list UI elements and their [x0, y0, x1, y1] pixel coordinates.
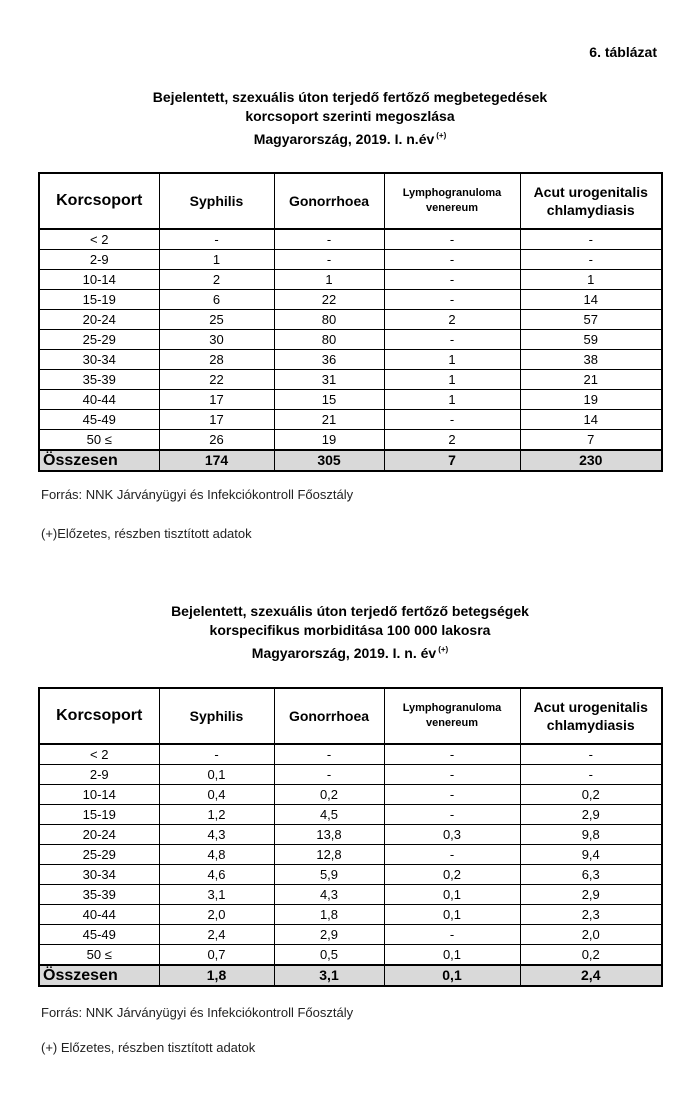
- value-cell: -: [520, 744, 662, 765]
- value-cell: 38: [520, 350, 662, 370]
- value-cell: 19: [520, 390, 662, 410]
- value-cell: 14: [520, 290, 662, 310]
- age-group-cell: 40-44: [39, 905, 159, 925]
- value-cell: -: [520, 765, 662, 785]
- value-cell: 0,2: [520, 945, 662, 966]
- table1: [38, 172, 663, 472]
- table2-header-korcsoport: Korcsoport: [39, 688, 159, 744]
- value-cell: 9,8: [520, 825, 662, 845]
- value-cell: 80: [274, 310, 384, 330]
- age-group-cell: 50 ≤: [39, 945, 159, 966]
- age-group-cell: 45-49: [39, 410, 159, 430]
- value-cell: 9,4: [520, 845, 662, 865]
- value-cell: 1: [384, 370, 520, 390]
- value-cell: 4,6: [159, 865, 274, 885]
- value-cell: 31: [274, 370, 384, 390]
- table2-header-chlamydiasis: Acut urogenitalis chlamydiasis: [520, 688, 662, 744]
- value-cell: 2,3: [520, 905, 662, 925]
- total-value-cell: 3,1: [274, 965, 384, 986]
- value-cell: 2,9: [274, 925, 384, 945]
- value-cell: 26: [159, 430, 274, 451]
- value-cell: 19: [274, 430, 384, 451]
- value-cell: 2: [159, 270, 274, 290]
- table2-title-line1: Bejelentett, szexuális úton terjedő fertőző betegségek: [171, 603, 529, 619]
- value-cell: 6,3: [520, 865, 662, 885]
- value-cell: 0,4: [159, 785, 274, 805]
- age-group-cell: < 2: [39, 229, 159, 250]
- age-group-cell: 35-39: [39, 370, 159, 390]
- table-row: [39, 250, 662, 270]
- value-cell: 15: [274, 390, 384, 410]
- value-cell: -: [274, 744, 384, 765]
- value-cell: 0,2: [520, 785, 662, 805]
- value-cell: -: [384, 805, 520, 825]
- total-row: [39, 965, 662, 986]
- value-cell: 2,0: [520, 925, 662, 945]
- value-cell: 1,2: [159, 805, 274, 825]
- table-row: [39, 865, 662, 885]
- table-row: [39, 229, 662, 250]
- value-cell: 17: [159, 390, 274, 410]
- table1-source: Forrás: NNK Járványügyi és Infekciókontroll Főosztály: [41, 487, 354, 502]
- table-row: [39, 370, 662, 390]
- value-cell: 2: [384, 310, 520, 330]
- value-cell: 0,5: [274, 945, 384, 966]
- value-cell: 0,7: [159, 945, 274, 966]
- table-row: [39, 430, 662, 451]
- table2-header-row: [39, 688, 662, 744]
- value-cell: 1: [384, 390, 520, 410]
- value-cell: 3,1: [159, 885, 274, 905]
- value-cell: -: [384, 765, 520, 785]
- value-cell: -: [520, 229, 662, 250]
- value-cell: 22: [274, 290, 384, 310]
- value-cell: 21: [520, 370, 662, 390]
- value-cell: 13,8: [274, 825, 384, 845]
- value-cell: 25: [159, 310, 274, 330]
- total-row: [39, 450, 662, 471]
- total-value-cell: 1,8: [159, 965, 274, 986]
- value-cell: 30: [159, 330, 274, 350]
- value-cell: 22: [159, 370, 274, 390]
- value-cell: 4,3: [274, 885, 384, 905]
- value-cell: -: [159, 744, 274, 765]
- age-group-cell: 20-24: [39, 310, 159, 330]
- table1-header-lymphogranuloma: Lymphogranuloma venereum: [384, 173, 520, 229]
- value-cell: 4,8: [159, 845, 274, 865]
- table2-header-syphilis: Syphilis: [159, 688, 274, 744]
- value-cell: 1: [384, 350, 520, 370]
- value-cell: 0,2: [384, 865, 520, 885]
- value-cell: 4,5: [274, 805, 384, 825]
- value-cell: -: [384, 330, 520, 350]
- table-row: [39, 785, 662, 805]
- age-group-cell: 25-29: [39, 330, 159, 350]
- value-cell: 1: [159, 250, 274, 270]
- table1-header-row: [39, 173, 662, 229]
- age-group-cell: 25-29: [39, 845, 159, 865]
- table1-title-line1: Bejelentett, szexuális úton terjedő fertőző megbetegedések: [152, 89, 548, 105]
- value-cell: -: [384, 229, 520, 250]
- table2-title-marker: (+): [438, 645, 449, 654]
- table1-header-chlamydiasis: Acut urogenitalis chlamydiasis: [520, 173, 662, 229]
- total-value-cell: 174: [159, 450, 274, 471]
- value-cell: -: [384, 250, 520, 270]
- value-cell: 2,0: [159, 905, 274, 925]
- value-cell: 4,3: [159, 825, 274, 845]
- table2: [38, 687, 663, 987]
- table-row: [39, 805, 662, 825]
- age-group-cell: 15-19: [39, 805, 159, 825]
- total-value-cell: 230: [520, 450, 662, 471]
- table-row: [39, 905, 662, 925]
- value-cell: -: [384, 785, 520, 805]
- table-row: [39, 390, 662, 410]
- value-cell: 2,9: [520, 805, 662, 825]
- value-cell: -: [384, 410, 520, 430]
- value-cell: 12,8: [274, 845, 384, 865]
- value-cell: 0,3: [384, 825, 520, 845]
- value-cell: 21: [274, 410, 384, 430]
- page-label: 6. táblázat: [589, 44, 657, 60]
- total-label: Összesen: [39, 450, 159, 471]
- table-row: [39, 410, 662, 430]
- value-cell: -: [520, 250, 662, 270]
- age-group-cell: 35-39: [39, 885, 159, 905]
- table1-title-marker: (+): [436, 131, 447, 140]
- value-cell: -: [384, 845, 520, 865]
- value-cell: 80: [274, 330, 384, 350]
- value-cell: 59: [520, 330, 662, 350]
- table-row: [39, 825, 662, 845]
- value-cell: 36: [274, 350, 384, 370]
- value-cell: -: [274, 229, 384, 250]
- value-cell: 2: [384, 430, 520, 451]
- age-group-cell: 10-14: [39, 785, 159, 805]
- value-cell: 0,1: [384, 885, 520, 905]
- value-cell: 14: [520, 410, 662, 430]
- age-group-cell: 15-19: [39, 290, 159, 310]
- value-cell: -: [384, 270, 520, 290]
- age-group-cell: 45-49: [39, 925, 159, 945]
- value-cell: 5,9: [274, 865, 384, 885]
- table1-note: (+)Előzetes, részben tisztított adatok: [41, 526, 252, 541]
- table-row: [39, 290, 662, 310]
- table2-title-line3: Magyarország, 2019. I. n. év (+): [251, 645, 449, 661]
- value-cell: -: [274, 250, 384, 270]
- age-group-cell: 20-24: [39, 825, 159, 845]
- table1-header-korcsoport: Korcsoport: [39, 173, 159, 229]
- table-row: [39, 350, 662, 370]
- table2-source: Forrás: NNK Járványügyi és Infekciókontroll Főosztály: [41, 1005, 354, 1020]
- value-cell: -: [159, 229, 274, 250]
- table1-header-syphilis: Syphilis: [159, 173, 274, 229]
- age-group-cell: 30-34: [39, 865, 159, 885]
- total-value-cell: 0,1: [384, 965, 520, 986]
- value-cell: 1: [274, 270, 384, 290]
- age-group-cell: 2-9: [39, 765, 159, 785]
- table2-header-lymphogranuloma: Lymphogranuloma venereum: [384, 688, 520, 744]
- value-cell: 6: [159, 290, 274, 310]
- table2-note: (+) Előzetes, részben tisztított adatok: [41, 1040, 256, 1055]
- table-row: [39, 845, 662, 865]
- table2-title: [0, 602, 700, 663]
- age-group-cell: 50 ≤: [39, 430, 159, 451]
- table2-header-gonorrhoea: Gonorrhoea: [274, 688, 384, 744]
- value-cell: 0,1: [384, 905, 520, 925]
- table-row: [39, 885, 662, 905]
- table-row: [39, 270, 662, 290]
- table1-title-line2: korcsoport szerinti megoszlása: [245, 108, 455, 124]
- value-cell: 28: [159, 350, 274, 370]
- table-row: [39, 925, 662, 945]
- value-cell: 57: [520, 310, 662, 330]
- value-cell: 1,8: [274, 905, 384, 925]
- table-row: [39, 310, 662, 330]
- table-row: [39, 945, 662, 966]
- table1-title-line3: Magyarország, 2019. I. n.év (+): [253, 131, 447, 147]
- table-row: [39, 765, 662, 785]
- age-group-cell: 30-34: [39, 350, 159, 370]
- table-row: [39, 744, 662, 765]
- age-group-cell: 10-14: [39, 270, 159, 290]
- table1-header-gonorrhoea: Gonorrhoea: [274, 173, 384, 229]
- value-cell: -: [384, 744, 520, 765]
- table2-title-line2: korspecifikus morbiditása 100 000 lakosra: [209, 622, 491, 638]
- total-value-cell: 7: [384, 450, 520, 471]
- value-cell: 0,2: [274, 785, 384, 805]
- total-label: Összesen: [39, 965, 159, 986]
- value-cell: 17: [159, 410, 274, 430]
- age-group-cell: < 2: [39, 744, 159, 765]
- table-row: [39, 330, 662, 350]
- value-cell: 0,1: [159, 765, 274, 785]
- age-group-cell: 40-44: [39, 390, 159, 410]
- age-group-cell: 2-9: [39, 250, 159, 270]
- value-cell: -: [384, 290, 520, 310]
- value-cell: 1: [520, 270, 662, 290]
- value-cell: 2,4: [159, 925, 274, 945]
- total-value-cell: 2,4: [520, 965, 662, 986]
- value-cell: -: [274, 765, 384, 785]
- table1-title: [0, 88, 700, 149]
- value-cell: 2,9: [520, 885, 662, 905]
- value-cell: 0,1: [384, 945, 520, 966]
- value-cell: -: [384, 925, 520, 945]
- total-value-cell: 305: [274, 450, 384, 471]
- value-cell: 7: [520, 430, 662, 451]
